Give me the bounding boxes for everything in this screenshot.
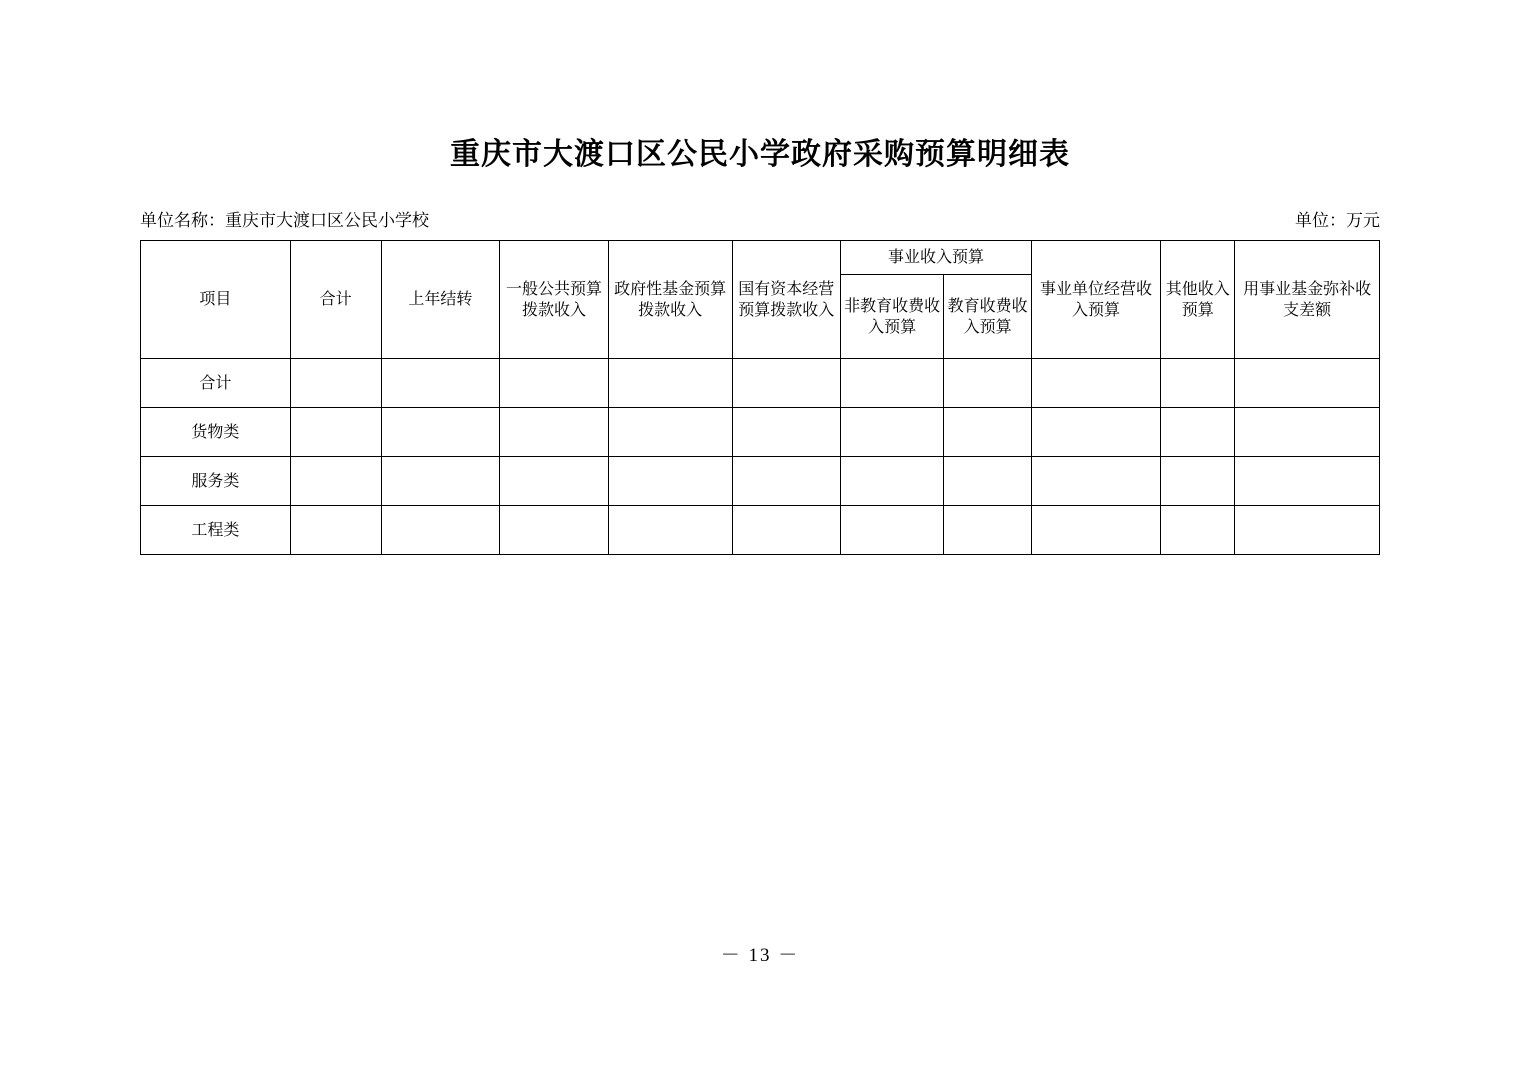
row-cell	[840, 506, 943, 555]
row-label: 合计	[141, 359, 291, 408]
row-cell	[500, 457, 608, 506]
header-business-income-group: 事业收入预算	[840, 241, 1031, 275]
row-cell	[1235, 506, 1380, 555]
row-label: 货物类	[141, 408, 291, 457]
header-edu-fee: 教育收费收入预算	[944, 275, 1032, 359]
row-cell	[944, 457, 1032, 506]
row-cell	[608, 408, 732, 457]
row-cell	[732, 359, 840, 408]
row-cell	[500, 408, 608, 457]
header-public-budget: 一般公共预算拨款收入	[500, 241, 608, 359]
row-cell	[1235, 457, 1380, 506]
row-cell	[1161, 506, 1235, 555]
table-meta-row	[140, 210, 1380, 232]
row-cell	[381, 506, 500, 555]
table-row	[141, 359, 1380, 408]
procurement-budget-table	[140, 240, 1380, 555]
row-cell	[732, 408, 840, 457]
row-cell	[840, 408, 943, 457]
table-header-row-1	[141, 241, 1380, 275]
unit-measure-label: 单位：万元	[1295, 211, 1380, 230]
row-cell	[944, 408, 1032, 457]
row-cell	[290, 506, 381, 555]
row-cell	[500, 359, 608, 408]
row-cell	[381, 457, 500, 506]
row-cell	[1235, 359, 1380, 408]
page-title: 重庆市大渡口区公民小学政府采购预算明细表	[450, 138, 1070, 171]
header-state-capital: 国有资本经营预算拨款收入	[732, 241, 840, 359]
table-row	[141, 457, 1380, 506]
row-cell	[1161, 457, 1235, 506]
row-cell	[840, 457, 943, 506]
row-cell	[608, 457, 732, 506]
page-number: － 13 －	[720, 945, 800, 966]
table-row	[141, 408, 1380, 457]
header-unit-operation: 事业单位经营收入预算	[1031, 241, 1160, 359]
row-cell	[500, 506, 608, 555]
row-cell	[732, 457, 840, 506]
row-cell	[381, 408, 500, 457]
row-cell	[1031, 359, 1160, 408]
row-label: 服务类	[141, 457, 291, 506]
row-cell	[290, 408, 381, 457]
row-cell	[1161, 408, 1235, 457]
row-cell	[290, 457, 381, 506]
header-total: 合计	[290, 241, 381, 359]
row-cell	[840, 359, 943, 408]
row-cell	[944, 506, 1032, 555]
row-label: 工程类	[141, 506, 291, 555]
table-row	[141, 506, 1380, 555]
row-cell	[1235, 408, 1380, 457]
row-cell	[1161, 359, 1235, 408]
header-non-edu-fee: 非教育收费收入预算	[840, 275, 943, 359]
row-cell	[944, 359, 1032, 408]
row-cell	[1031, 408, 1160, 457]
row-cell	[1031, 457, 1160, 506]
row-cell	[381, 359, 500, 408]
row-cell	[732, 506, 840, 555]
header-carryover: 上年结转	[381, 241, 500, 359]
row-cell	[608, 359, 732, 408]
header-fund-offset: 用事业基金弥补收支差额	[1235, 241, 1380, 359]
header-gov-fund-budget: 政府性基金预算拨款收入	[608, 241, 732, 359]
row-cell	[290, 359, 381, 408]
row-cell	[608, 506, 732, 555]
header-other-income: 其他收入预算	[1161, 241, 1235, 359]
row-cell	[1031, 506, 1160, 555]
unit-name-label: 单位名称：重庆市大渡口区公民小学校	[140, 211, 429, 230]
header-item: 项目	[141, 241, 291, 359]
